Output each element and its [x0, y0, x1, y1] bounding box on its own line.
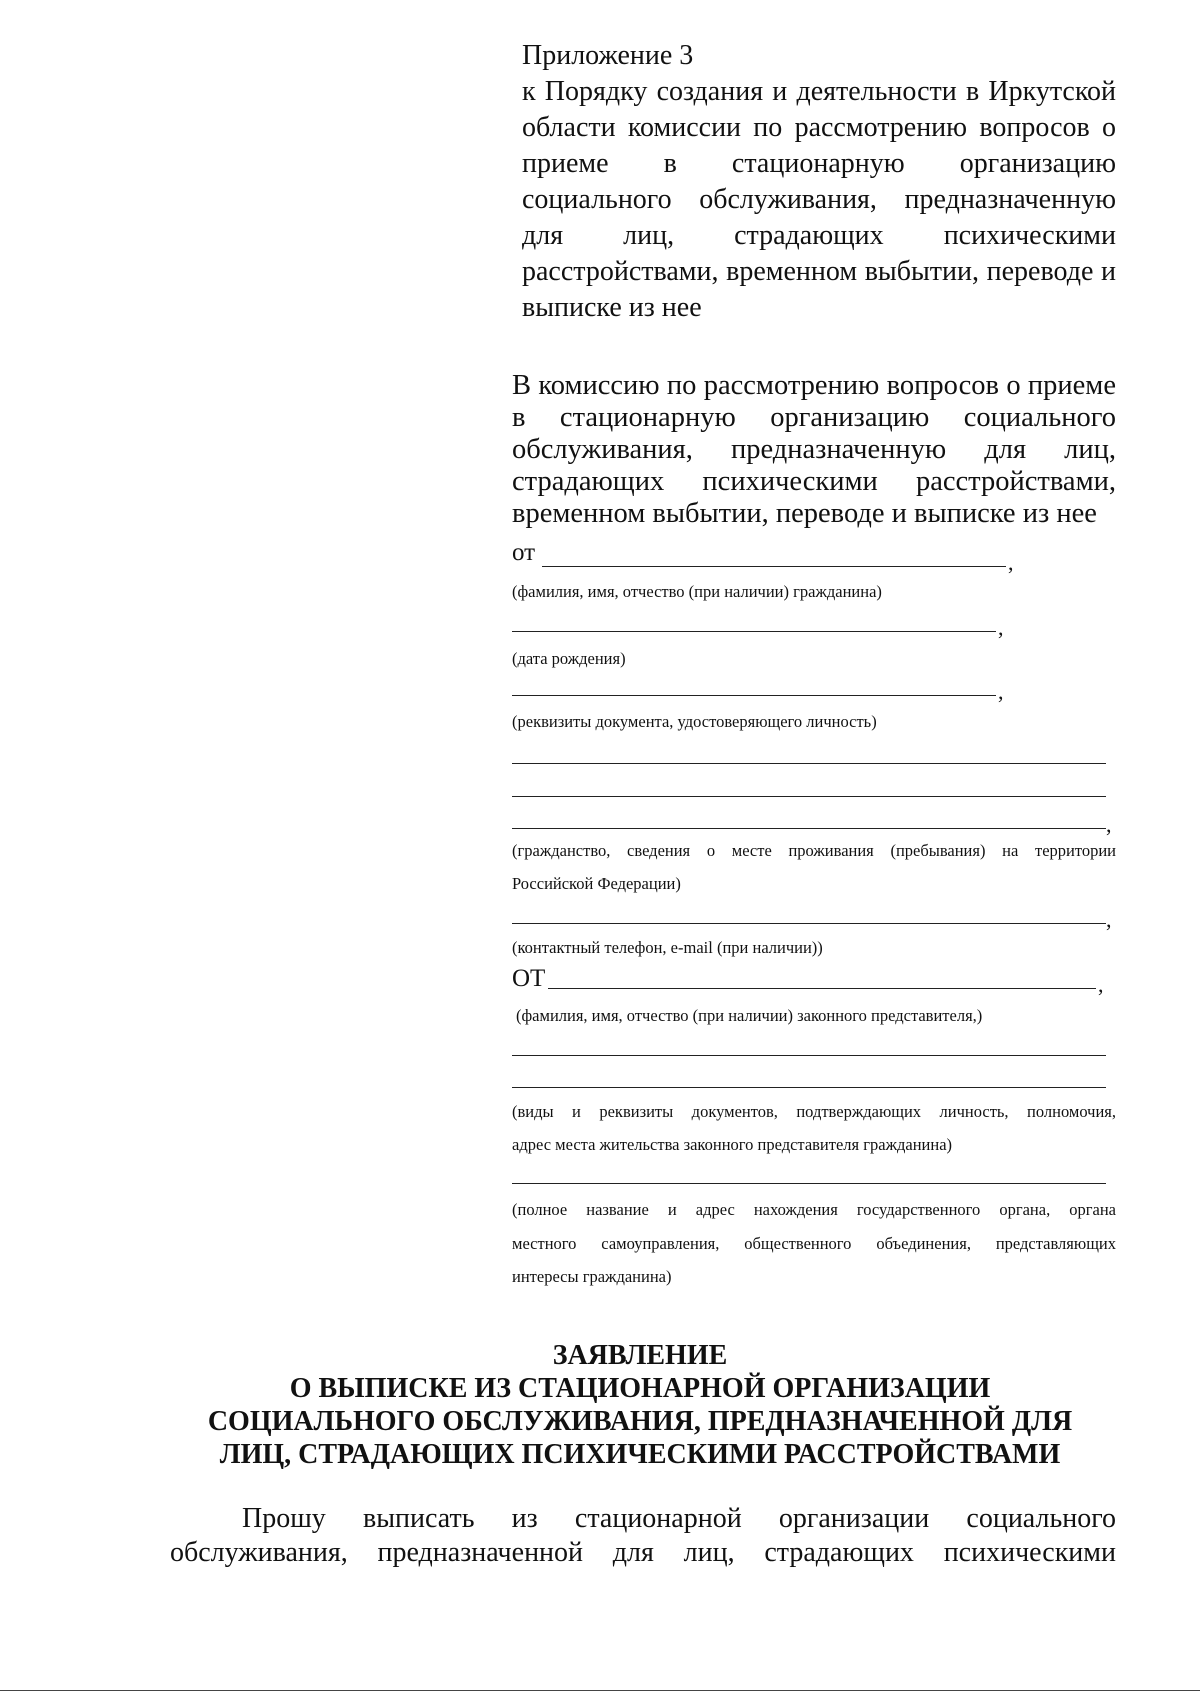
hint-citizenship-line-2: Российской Федерации) — [512, 874, 681, 893]
statement-title-line: ЛИЦ, СТРАДАЮЩИХ ПСИХИЧЕСКИМИ РАССТРОЙСТВАМИ — [219, 1439, 1061, 1470]
statement-body-line: Прошу выписать из стационарной организации социального — [242, 1503, 1116, 1534]
appendix-line: социального обслуживания, предназначенную — [522, 184, 1116, 215]
hint-organisation-line-1: (полное название и адрес нахождения государственного органа, органа — [512, 1200, 1116, 1219]
statement-title-line: ЗАЯВЛЕНИЕ — [552, 1340, 728, 1371]
appendix-line: к Порядку создания и деятельности в Иркутской — [522, 76, 1116, 107]
appendix-header — [522, 38, 1116, 326]
comma: , — [998, 679, 1004, 704]
comma: , — [1106, 907, 1112, 932]
addressee-line: обслуживания, предназначенную для лиц, — [512, 434, 1116, 465]
hint-representative-docs-line-2: адрес места жительства законного представителя гражданина) — [512, 1135, 953, 1154]
appendix-line: Приложение 3 — [522, 40, 694, 71]
contacts-field[interactable] — [512, 923, 1106, 924]
citizenship-field-line-3[interactable] — [512, 828, 1106, 829]
addressee-line: временном выбытии, переводе и выписке из нее — [512, 498, 1097, 529]
hint-representative-docs — [512, 1095, 1116, 1129]
representative-name-field[interactable] — [548, 988, 1096, 989]
statement-body-line: обслуживания, предназначенной для лиц, страдающих психическими — [170, 1537, 1116, 1568]
comma: , — [1008, 550, 1014, 575]
addressee-line: В комиссию по рассмотрению вопросов о приеме — [512, 370, 1116, 401]
hint-citizen-name: (фамилия, имя, отчество (при наличии) гражданина) — [512, 582, 882, 601]
organisation-field[interactable] — [512, 1183, 1106, 1184]
hint-representative-docs-line-1: (виды и реквизиты документов, подтверждающих личность, полномочия, — [512, 1102, 1116, 1121]
hint-organisation — [512, 1193, 1116, 1261]
hint-representative-name: (фамилия, имя, отчество (при наличии) законного представителя,) — [516, 1006, 983, 1025]
citizenship-field-line-2[interactable] — [512, 796, 1106, 797]
statement-body — [170, 1502, 1116, 1570]
statement-title — [150, 1339, 1130, 1471]
hint-organisation-line-3: интересы гражданина) — [512, 1267, 672, 1286]
hint-birth-date: (дата рождения) — [512, 649, 626, 668]
citizen-name-field[interactable] — [542, 566, 1006, 567]
representative-docs-field-line-1[interactable] — [512, 1055, 1106, 1056]
comma: , — [998, 615, 1004, 640]
statement-title-line: СОЦИАЛЬНОГО ОБСЛУЖИВАНИЯ, ПРЕДНАЗНАЧЕННОЙ ДЛЯ — [207, 1406, 1073, 1437]
addressee-block — [512, 370, 1116, 530]
hint-contacts: (контактный телефон, e-mail (при наличии)) — [512, 938, 823, 957]
appendix-line: приеме в стационарную организацию — [522, 148, 1116, 179]
appendix-line: расстройствами, временном выбытии, переводе и — [522, 256, 1116, 287]
page-bottom-edge — [0, 1690, 1200, 1691]
hint-citizenship — [512, 834, 1116, 868]
appendix-line: для лиц, страдающих психическими — [522, 220, 1116, 251]
citizenship-field-line-1[interactable] — [512, 763, 1106, 764]
addressee-line: страдающих психическими расстройствами, — [512, 466, 1116, 497]
comma: , — [1106, 812, 1112, 837]
from-label-representative: ОТ — [512, 965, 546, 992]
representative-docs-field-line-2[interactable] — [512, 1087, 1106, 1088]
hint-citizenship-line-1: (гражданство, сведения о месте проживания (пребывания) на территории — [512, 841, 1116, 860]
birth-date-field[interactable] — [512, 631, 996, 632]
appendix-line: выписке из нее — [522, 292, 702, 323]
addressee-line: в стационарную организацию социального — [512, 402, 1116, 433]
hint-id-document: (реквизиты документа, удостоверяющего личность) — [512, 712, 877, 731]
from-label: от — [512, 539, 536, 566]
hint-organisation-line-2: местного самоуправления, общественного объединения, представляющих — [512, 1234, 1116, 1253]
statement-title-line: О ВЫПИСКЕ ИЗ СТАЦИОНАРНОЙ ОРГАНИЗАЦИИ — [289, 1373, 991, 1404]
id-document-field[interactable] — [512, 695, 996, 696]
comma: , — [1098, 972, 1104, 997]
appendix-line: области комиссии по рассмотрению вопросов о — [522, 112, 1116, 143]
